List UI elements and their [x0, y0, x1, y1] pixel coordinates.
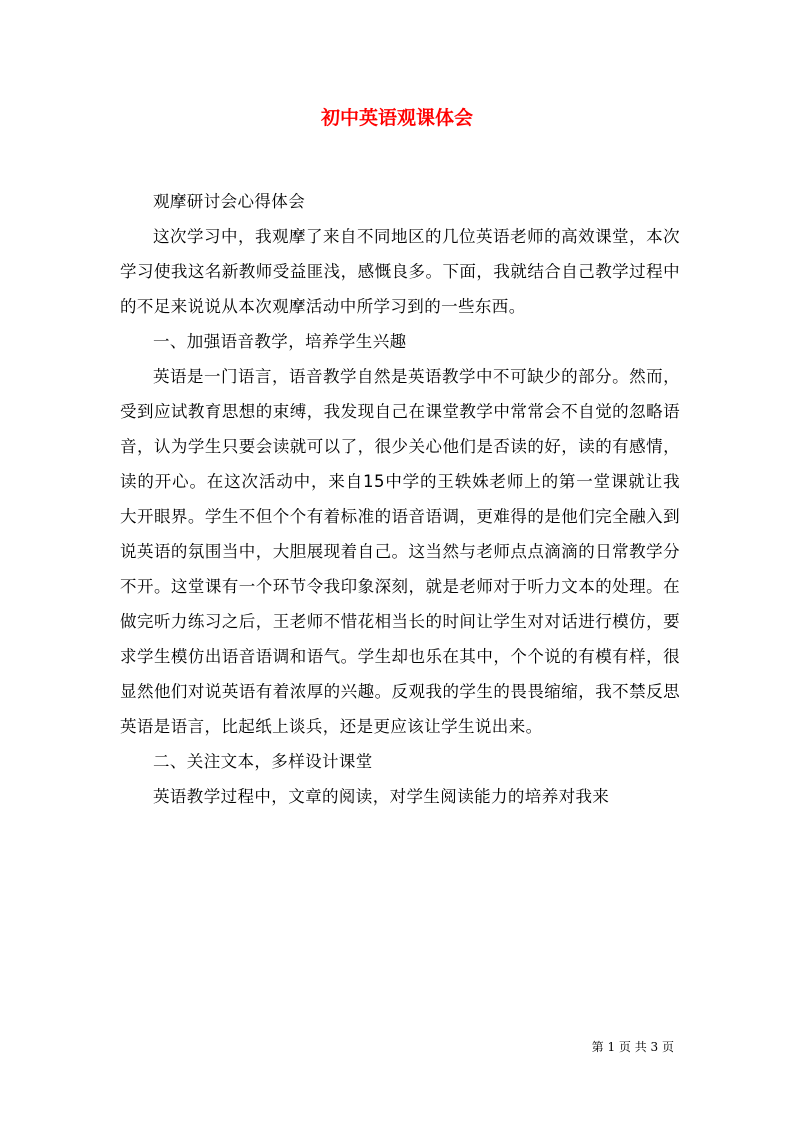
document-body [120, 184, 680, 814]
paragraph-reading: 英语教学过程中，文章的阅读，对学生阅读能力的培养对我来 [153, 787, 610, 806]
section-heading: 观摩研讨会心得体会 [153, 192, 306, 211]
subheading-pronunciation: 一、加强语音教学，培养学生兴趣 [153, 332, 407, 351]
paragraph-pronunciation: 英语是一门语言，语音教学自然是英语教学中不可缺少的部分。然而，受到应试教育思想的束缚，我发现自己在课堂教学中常常会不自觉的忽略语音，认为学生只要会读就可以了，很少关心他们是否读的好，读的有感情，读的开心。在这次活动中，来自15中学的王轶姝老师上的第一堂课就让我大开眼界。学生不但个个有着标准的语音语调，更难得的是他们完全融入到说英语的氛围当中，大胆展现着自己。这当然与老师点点滴滴的日常教学分不开。这堂课有一个环节令我印象深刻，就是老师对于听力文本的处理。在做完听力练习之后，王老师不惜花相当长的时间让学生对对话进行模仿，要求学生模仿出语音语调和语气。学生却也乐在其中，个个说的有模有样，很显然他们对说英语有着浓厚的兴趣。反观我的学生的畏畏缩缩，我不禁反思英语是语言，比起纸上谈兵，还是更应该让学生说出来。 [120, 367, 680, 736]
document-title: 初中英语观课体会 [320, 107, 473, 129]
paragraph-intro: 这次学习中，我观摩了来自不同地区的几位英语老师的高效课堂，本次学习使我这名新教师受益匪浅，感慨良多。下面，我就结合自己教学过程中的不足来说说从本次观摩活动中所学习到的一些东西。 [120, 227, 680, 316]
page-number: 第 1 页 共 3 页 [591, 1040, 674, 1054]
subheading-text-focus: 二、关注文本，多样设计课堂 [153, 752, 373, 771]
